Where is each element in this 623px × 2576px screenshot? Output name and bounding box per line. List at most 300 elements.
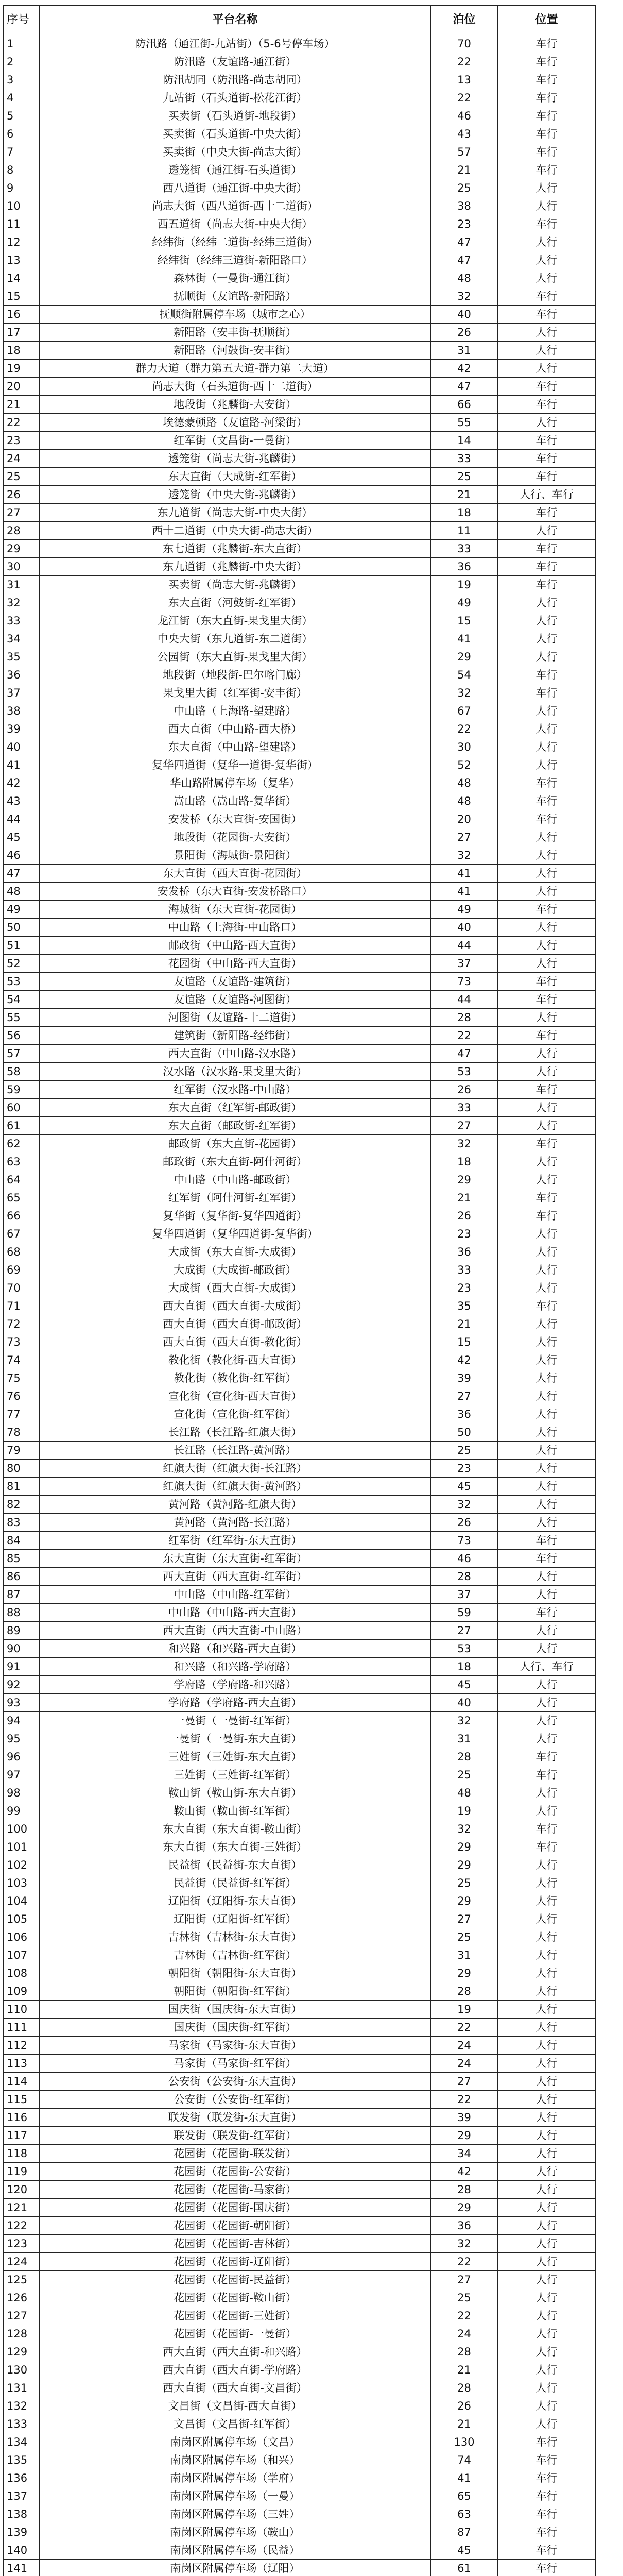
table-row xyxy=(4,720,596,738)
row-parking-spaces: 30 xyxy=(431,738,498,756)
table-row xyxy=(4,2109,596,2127)
row-position: 人行 xyxy=(498,2361,596,2379)
table-row xyxy=(4,2397,596,2415)
row-position: 人行 xyxy=(498,197,596,215)
row-platform-name: 安发桥（东大直街-安发桥路口） xyxy=(40,883,431,901)
row-position: 车行 xyxy=(498,2487,596,2505)
row-parking-spaces: 37 xyxy=(431,955,498,973)
row-position: 人行 xyxy=(498,1153,596,1171)
row-parking-spaces: 47 xyxy=(431,378,498,396)
parking-table xyxy=(3,5,596,2576)
row-index: 140 xyxy=(4,2541,40,2560)
row-parking-spaces: 73 xyxy=(431,973,498,991)
row-parking-spaces: 19 xyxy=(431,576,498,594)
row-parking-spaces: 46 xyxy=(431,107,498,125)
row-index: 20 xyxy=(4,378,40,396)
row-parking-spaces: 50 xyxy=(431,1423,498,1442)
row-index: 68 xyxy=(4,1243,40,1261)
row-platform-name: 建筑街（新阳路-经纬街） xyxy=(40,1027,431,1045)
row-position: 车行 xyxy=(498,684,596,702)
row-index: 60 xyxy=(4,1099,40,1117)
table-row xyxy=(4,1081,596,1099)
row-position: 车行 xyxy=(498,2505,596,2523)
row-parking-spaces: 25 xyxy=(431,1766,498,1784)
row-index: 46 xyxy=(4,846,40,865)
row-position: 人行 xyxy=(498,2163,596,2181)
row-platform-name: 花园街（花园街-吉林街） xyxy=(40,2235,431,2253)
row-index: 22 xyxy=(4,414,40,432)
row-position: 人行 xyxy=(498,720,596,738)
row-platform-name: 东大直街（红军街-邮政街） xyxy=(40,1099,431,1117)
header-index: 序号 xyxy=(4,6,40,35)
row-platform-name: 邮政街（中山路-西大直街） xyxy=(40,937,431,955)
row-index: 44 xyxy=(4,810,40,828)
row-parking-spaces: 13 xyxy=(431,71,498,89)
row-platform-name: 马家街（马家街-东大直街） xyxy=(40,2037,431,2055)
row-index: 62 xyxy=(4,1135,40,1153)
row-parking-spaces: 48 xyxy=(431,269,498,287)
table-row xyxy=(4,1730,596,1748)
row-platform-name: 联发街（联发街-东大直街） xyxy=(40,2109,431,2127)
table-row xyxy=(4,468,596,486)
row-position: 人行 xyxy=(498,955,596,973)
table-row xyxy=(4,1027,596,1045)
row-platform-name: 朝阳街（朝阳街-东大直街） xyxy=(40,1964,431,1982)
table-row xyxy=(4,684,596,702)
row-platform-name: 东大直街（东大直街-鞍山街） xyxy=(40,1820,431,1838)
table-row xyxy=(4,1694,596,1712)
row-index: 102 xyxy=(4,1856,40,1874)
row-platform-name: 西大直街（西大直街-文昌街） xyxy=(40,2379,431,2397)
row-index: 54 xyxy=(4,991,40,1009)
table-row xyxy=(4,2055,596,2073)
row-parking-spaces: 28 xyxy=(431,1568,498,1586)
table-row xyxy=(4,1207,596,1225)
table-row xyxy=(4,630,596,648)
row-platform-name: 鞍山街（鞍山街-东大直街） xyxy=(40,1784,431,1802)
row-position: 车行 xyxy=(498,396,596,414)
row-platform-name: 地段街（兆麟街-大安街） xyxy=(40,396,431,414)
row-index: 52 xyxy=(4,955,40,973)
row-position: 人行 xyxy=(498,1946,596,1964)
row-platform-name: 红旗大街（红旗大街-黄河路） xyxy=(40,1478,431,1496)
table-row xyxy=(4,576,596,594)
row-platform-name: 复华四道街（复华四道街-复华街） xyxy=(40,1225,431,1243)
row-parking-spaces: 36 xyxy=(431,2217,498,2235)
row-parking-spaces: 45 xyxy=(431,2541,498,2560)
row-position: 车行 xyxy=(498,287,596,306)
row-platform-name: 花园街（花园街-马家街） xyxy=(40,2181,431,2199)
row-platform-name: 红军街（文昌街-一曼街） xyxy=(40,432,431,450)
row-platform-name: 东九道街（尚志大街-中央大街） xyxy=(40,504,431,522)
row-platform-name: 西大直街（中山路-西大桥） xyxy=(40,720,431,738)
row-index: 38 xyxy=(4,702,40,720)
row-position: 车行 xyxy=(498,89,596,107)
row-index: 29 xyxy=(4,540,40,558)
table-row xyxy=(4,2181,596,2199)
parking-table-sheet xyxy=(3,5,595,2576)
row-index: 73 xyxy=(4,1333,40,1351)
row-parking-spaces: 29 xyxy=(431,1856,498,1874)
table-body xyxy=(4,35,596,2576)
row-position: 人行 xyxy=(498,1045,596,1063)
row-parking-spaces: 27 xyxy=(431,1117,498,1135)
row-parking-spaces: 48 xyxy=(431,1784,498,1802)
row-platform-name: 买卖街（尚志大街-兆麟街） xyxy=(40,576,431,594)
row-index: 87 xyxy=(4,1586,40,1604)
row-platform-name: 红军街（阿什河街-红军街） xyxy=(40,1189,431,1207)
row-index: 91 xyxy=(4,1658,40,1676)
row-parking-spaces: 26 xyxy=(431,1081,498,1099)
row-index: 15 xyxy=(4,287,40,306)
row-platform-name: 西大直街（西大直街-大成街） xyxy=(40,1297,431,1315)
row-position: 人行 xyxy=(498,1063,596,1081)
row-parking-spaces: 22 xyxy=(431,1027,498,1045)
table-row xyxy=(4,2379,596,2397)
row-platform-name: 长江路（长江路-红旗大街） xyxy=(40,1423,431,1442)
row-parking-spaces: 63 xyxy=(431,2505,498,2523)
row-index: 25 xyxy=(4,468,40,486)
row-position: 车行 xyxy=(498,450,596,468)
row-parking-spaces: 14 xyxy=(431,432,498,450)
row-index: 103 xyxy=(4,1874,40,1892)
row-position: 人行 xyxy=(498,2217,596,2235)
row-position: 车行 xyxy=(498,2433,596,2451)
row-index: 98 xyxy=(4,1784,40,1802)
row-platform-name: 花园街（花园街-一曼街） xyxy=(40,2325,431,2343)
row-position: 车行 xyxy=(498,53,596,71)
row-position: 人行 xyxy=(498,1117,596,1135)
row-parking-spaces: 25 xyxy=(431,1442,498,1460)
row-position: 车行 xyxy=(498,1766,596,1784)
row-platform-name: 东大直街（河鼓街-红军街） xyxy=(40,594,431,612)
row-platform-name: 联发街（联发街-红军街） xyxy=(40,2127,431,2145)
table-row xyxy=(4,1279,596,1297)
row-position: 车行 xyxy=(498,792,596,810)
row-index: 61 xyxy=(4,1117,40,1135)
table-row xyxy=(4,2217,596,2235)
row-platform-name: 东大直街（东大直街-三姓街） xyxy=(40,1838,431,1856)
table-row xyxy=(4,1802,596,1820)
row-position: 人行 xyxy=(498,612,596,630)
row-position: 人行 xyxy=(498,233,596,251)
row-platform-name: 文昌街（文昌街-西大直街） xyxy=(40,2397,431,2415)
row-index: 99 xyxy=(4,1802,40,1820)
table-row xyxy=(4,648,596,666)
row-parking-spaces: 130 xyxy=(431,2433,498,2451)
row-position: 人行 xyxy=(498,1099,596,1117)
row-platform-name: 宣化街（宣化街-西大直街） xyxy=(40,1387,431,1405)
row-parking-spaces: 29 xyxy=(431,648,498,666)
row-parking-spaces: 21 xyxy=(431,1315,498,1333)
table-row xyxy=(4,594,596,612)
row-parking-spaces: 70 xyxy=(431,35,498,53)
row-platform-name: 宣化街（宣化街-红军街） xyxy=(40,1405,431,1423)
row-index: 6 xyxy=(4,125,40,143)
row-parking-spaces: 23 xyxy=(431,1460,498,1478)
row-parking-spaces: 47 xyxy=(431,233,498,251)
table-row xyxy=(4,1712,596,1730)
row-position: 车行 xyxy=(498,576,596,594)
row-parking-spaces: 59 xyxy=(431,1604,498,1622)
row-position: 人行 xyxy=(498,2379,596,2397)
row-parking-spaces: 26 xyxy=(431,1514,498,1532)
row-position: 人行、车行 xyxy=(498,486,596,504)
row-parking-spaces: 21 xyxy=(431,2361,498,2379)
row-platform-name: 学府路（学府路-西大直街） xyxy=(40,1694,431,1712)
table-row xyxy=(4,1514,596,1532)
table-row xyxy=(4,1622,596,1640)
row-parking-spaces: 74 xyxy=(431,2451,498,2469)
table-row xyxy=(4,1964,596,1982)
row-index: 11 xyxy=(4,215,40,233)
row-platform-name: 抚顺街附属停车场（城市之心） xyxy=(40,306,431,324)
table-row xyxy=(4,774,596,792)
table-row xyxy=(4,1784,596,1802)
row-index: 110 xyxy=(4,2001,40,2019)
row-position: 车行 xyxy=(498,1135,596,1153)
row-index: 141 xyxy=(4,2560,40,2576)
row-position: 车行 xyxy=(498,107,596,125)
table-row xyxy=(4,1171,596,1189)
row-position: 人行 xyxy=(498,1387,596,1405)
row-platform-name: 大成街（东大直街-大成街） xyxy=(40,1243,431,1261)
row-index: 134 xyxy=(4,2433,40,2451)
row-platform-name: 南岗区附属停车场（和兴） xyxy=(40,2451,431,2469)
row-parking-spaces: 27 xyxy=(431,2271,498,2289)
row-position: 车行 xyxy=(498,35,596,53)
row-position: 人行 xyxy=(498,1225,596,1243)
row-platform-name: 红军街（汉水路-中山路） xyxy=(40,1081,431,1099)
row-index: 4 xyxy=(4,89,40,107)
table-row xyxy=(4,1405,596,1423)
row-position: 车行 xyxy=(498,1820,596,1838)
row-platform-name: 一曼街（一曼街-东大直街） xyxy=(40,1730,431,1748)
table-row xyxy=(4,378,596,396)
row-parking-spaces: 29 xyxy=(431,1964,498,1982)
row-platform-name: 西五道街（尚志大街-中央大街） xyxy=(40,215,431,233)
row-index: 18 xyxy=(4,342,40,360)
row-position: 车行 xyxy=(498,2451,596,2469)
row-parking-spaces: 15 xyxy=(431,1333,498,1351)
row-parking-spaces: 33 xyxy=(431,1261,498,1279)
row-position: 人行 xyxy=(498,342,596,360)
row-parking-spaces: 33 xyxy=(431,1099,498,1117)
row-position: 车行 xyxy=(498,468,596,486)
row-platform-name: 景阳街（海城街-景阳街） xyxy=(40,846,431,865)
row-platform-name: 群力大道（群力第五大道-群力第二大道） xyxy=(40,360,431,378)
row-position: 车行 xyxy=(498,774,596,792)
table-row xyxy=(4,1568,596,1586)
row-parking-spaces: 27 xyxy=(431,2073,498,2091)
table-row xyxy=(4,1856,596,1874)
row-position: 人行 xyxy=(498,1369,596,1387)
row-position: 人行 xyxy=(498,1892,596,1910)
row-position: 车行 xyxy=(498,810,596,828)
row-parking-spaces: 21 xyxy=(431,2415,498,2433)
row-index: 109 xyxy=(4,1982,40,2001)
row-platform-name: 地段街（地段街-巴尔喀门廊） xyxy=(40,666,431,684)
table-row xyxy=(4,1892,596,1910)
row-position: 人行 xyxy=(498,1856,596,1874)
row-platform-name: 东九道街（兆麟街-中央大街） xyxy=(40,558,431,576)
row-parking-spaces: 73 xyxy=(431,1532,498,1550)
row-parking-spaces: 29 xyxy=(431,2127,498,2145)
row-platform-name: 南岗区附属停车场（一曼） xyxy=(40,2487,431,2505)
table-row xyxy=(4,414,596,432)
table-row xyxy=(4,324,596,342)
row-platform-name: 民益街（民益街-东大直街） xyxy=(40,1856,431,1874)
row-index: 1 xyxy=(4,35,40,53)
row-parking-spaces: 25 xyxy=(431,1874,498,1892)
row-position: 人行 xyxy=(498,360,596,378)
row-index: 75 xyxy=(4,1369,40,1387)
table-row xyxy=(4,71,596,89)
row-index: 93 xyxy=(4,1694,40,1712)
row-platform-name: 嵩山路（嵩山路-复华街） xyxy=(40,792,431,810)
row-platform-name: 红军街（红军街-东大直街） xyxy=(40,1532,431,1550)
row-index: 48 xyxy=(4,883,40,901)
row-platform-name: 花园街（花园街-联发街） xyxy=(40,2145,431,2163)
row-position: 车行 xyxy=(498,2523,596,2541)
row-parking-spaces: 87 xyxy=(431,2523,498,2541)
row-position: 人行 xyxy=(498,1910,596,1928)
row-platform-name: 公园街（东大直街-果戈里大街） xyxy=(40,648,431,666)
row-position: 人行 xyxy=(498,1568,596,1586)
row-index: 94 xyxy=(4,1712,40,1730)
table-row xyxy=(4,2361,596,2379)
table-row xyxy=(4,738,596,756)
row-platform-name: 东大直街（东大直街-红军街） xyxy=(40,1550,431,1568)
row-position: 人行 xyxy=(498,1802,596,1820)
table-row xyxy=(4,2451,596,2469)
table-row xyxy=(4,612,596,630)
row-parking-spaces: 25 xyxy=(431,2289,498,2307)
row-position: 车行 xyxy=(498,1297,596,1315)
row-index: 19 xyxy=(4,360,40,378)
row-position: 人行 xyxy=(498,702,596,720)
row-parking-spaces: 18 xyxy=(431,1153,498,1171)
row-parking-spaces: 11 xyxy=(431,522,498,540)
row-position: 人行 xyxy=(498,1874,596,1892)
row-platform-name: 花园街（花园街-辽阳街） xyxy=(40,2253,431,2271)
row-platform-name: 中山路（上海街-中山路口） xyxy=(40,919,431,937)
row-platform-name: 国庆街（国庆街-红军街） xyxy=(40,2019,431,2037)
row-index: 51 xyxy=(4,937,40,955)
table-row xyxy=(4,955,596,973)
table-row xyxy=(4,107,596,125)
row-position: 人行 xyxy=(498,883,596,901)
table-row xyxy=(4,1135,596,1153)
row-position: 人行 xyxy=(498,2289,596,2307)
row-parking-spaces: 32 xyxy=(431,1496,498,1514)
row-index: 79 xyxy=(4,1442,40,1460)
row-position: 车行 xyxy=(498,666,596,684)
table-row xyxy=(4,396,596,414)
row-parking-spaces: 28 xyxy=(431,1748,498,1766)
row-index: 126 xyxy=(4,2289,40,2307)
row-parking-spaces: 41 xyxy=(431,865,498,883)
row-index: 50 xyxy=(4,919,40,937)
table-row xyxy=(4,1297,596,1315)
row-platform-name: 花园街（花园街-公安街） xyxy=(40,2163,431,2181)
row-platform-name: 西十二道街（中央大街-尚志大街） xyxy=(40,522,431,540)
row-index: 58 xyxy=(4,1063,40,1081)
row-index: 32 xyxy=(4,594,40,612)
table-row xyxy=(4,2163,596,2181)
table-row xyxy=(4,2289,596,2307)
row-platform-name: 防汛路（通江街-九站街）（5-6号停车场） xyxy=(40,35,431,53)
row-index: 64 xyxy=(4,1171,40,1189)
row-index: 31 xyxy=(4,576,40,594)
row-position: 人行 xyxy=(498,1243,596,1261)
table-row xyxy=(4,1153,596,1171)
row-index: 28 xyxy=(4,522,40,540)
row-position: 人行 xyxy=(498,828,596,846)
table-row xyxy=(4,522,596,540)
row-position: 人行 xyxy=(498,2073,596,2091)
table-row xyxy=(4,2001,596,2019)
row-platform-name: 华山路附属停车场（复华） xyxy=(40,774,431,792)
row-position: 人行 xyxy=(498,2325,596,2343)
row-platform-name: 中山路（上海路-望建路） xyxy=(40,702,431,720)
row-position: 人行 xyxy=(498,846,596,865)
row-platform-name: 西大直街（西大直街-和兴路） xyxy=(40,2343,431,2361)
table-row xyxy=(4,1063,596,1081)
row-position: 车行 xyxy=(498,2469,596,2487)
row-index: 59 xyxy=(4,1081,40,1099)
row-parking-spaces: 49 xyxy=(431,594,498,612)
row-position: 人行 xyxy=(498,2091,596,2109)
row-parking-spaces: 22 xyxy=(431,720,498,738)
row-platform-name: 辽阳街（辽阳街-红军街） xyxy=(40,1910,431,1928)
row-position: 车行 xyxy=(498,540,596,558)
row-index: 43 xyxy=(4,792,40,810)
row-parking-spaces: 27 xyxy=(431,1387,498,1405)
row-index: 30 xyxy=(4,558,40,576)
row-parking-spaces: 36 xyxy=(431,1243,498,1261)
table-row xyxy=(4,1532,596,1550)
row-platform-name: 东大直街（中山路-望建路） xyxy=(40,738,431,756)
table-row xyxy=(4,1442,596,1460)
row-parking-spaces: 24 xyxy=(431,2055,498,2073)
row-parking-spaces: 48 xyxy=(431,774,498,792)
table-row xyxy=(4,53,596,71)
row-platform-name: 西大直街（西大直街-教化街） xyxy=(40,1333,431,1351)
table-row xyxy=(4,1261,596,1279)
row-position: 车行 xyxy=(498,2541,596,2560)
row-index: 21 xyxy=(4,396,40,414)
row-parking-spaces: 18 xyxy=(431,504,498,522)
row-index: 77 xyxy=(4,1405,40,1423)
table-row xyxy=(4,901,596,919)
row-position: 车行 xyxy=(498,306,596,324)
row-index: 119 xyxy=(4,2163,40,2181)
row-index: 123 xyxy=(4,2235,40,2253)
row-index: 39 xyxy=(4,720,40,738)
row-index: 71 xyxy=(4,1297,40,1315)
table-row xyxy=(4,883,596,901)
row-platform-name: 南岗区附属停车场（鞍山） xyxy=(40,2523,431,2541)
row-position: 人行 xyxy=(498,1171,596,1189)
row-position: 车行 xyxy=(498,125,596,143)
row-platform-name: 南岗区附属停车场（学府） xyxy=(40,2469,431,2487)
row-parking-spaces: 47 xyxy=(431,1045,498,1063)
row-parking-spaces: 26 xyxy=(431,324,498,342)
row-parking-spaces: 31 xyxy=(431,342,498,360)
row-index: 129 xyxy=(4,2343,40,2361)
row-position: 车行 xyxy=(498,432,596,450)
